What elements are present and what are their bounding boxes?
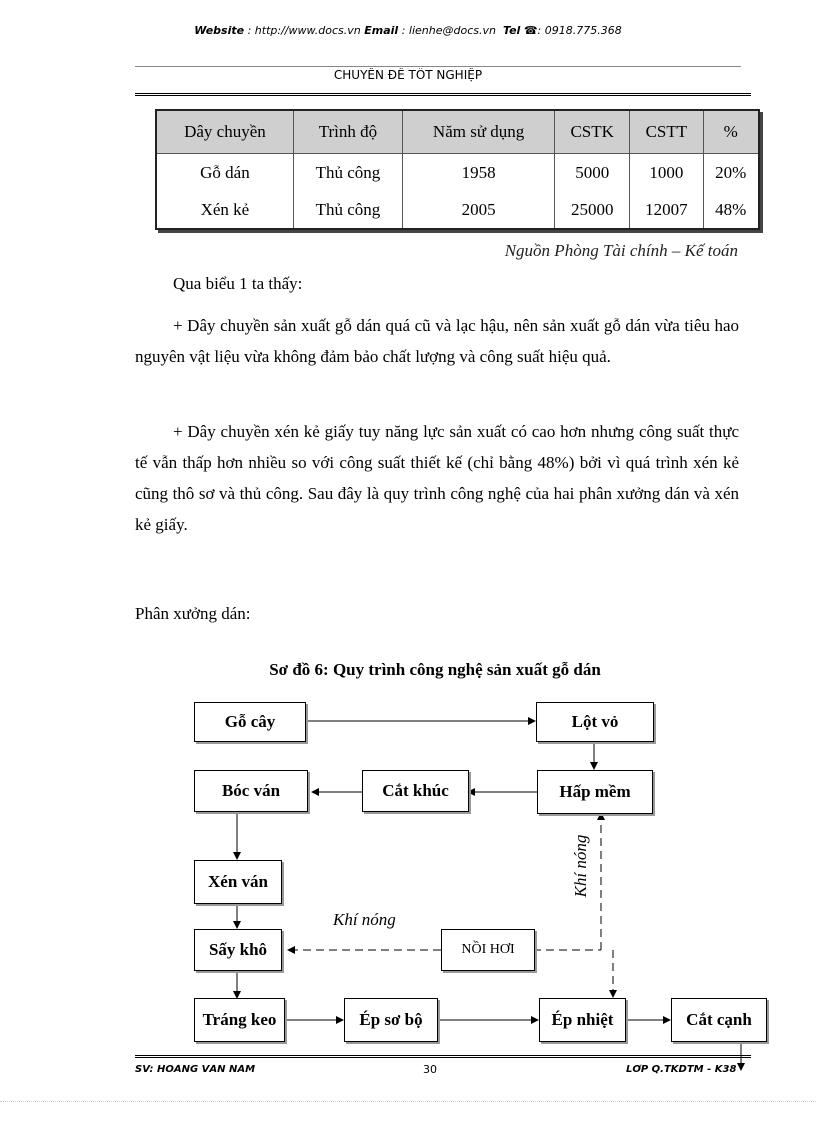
col-header: Trình độ bbox=[293, 110, 402, 154]
table-cell: Gỗ dán bbox=[156, 154, 293, 192]
table-cell: Xén kẻ bbox=[156, 191, 293, 229]
col-header: Năm sử dụng bbox=[403, 110, 555, 154]
page-bottom-border bbox=[0, 1101, 816, 1102]
node-boc-van: Bóc ván bbox=[194, 770, 308, 812]
footer-double-rule bbox=[135, 1055, 751, 1058]
email-value[interactable]: : lienhe@docs.vn bbox=[401, 24, 496, 37]
header-title: CHUYÊN ĐỀ TỐT NGHIỆP bbox=[333, 68, 483, 82]
intro-text: Qua biểu 1 ta thấy: bbox=[173, 274, 303, 293]
footer-author: SV: HOÀNG VĂN NĂM bbox=[135, 1064, 256, 1075]
node-xen-van: Xén ván bbox=[194, 860, 282, 904]
node-noi-hoi: NỒI HƠI bbox=[441, 929, 535, 971]
diagram-title-text: Quy trình công nghệ sản xuất gỗ dán bbox=[332, 660, 601, 679]
col-header: % bbox=[703, 110, 759, 154]
table-cell: 25000 bbox=[555, 191, 630, 229]
table-cell: 20% bbox=[703, 154, 759, 192]
table-source: Nguồn Phòng Tài chính – Kế toán bbox=[504, 241, 738, 260]
node-hap-mem: Hấp mềm bbox=[537, 770, 653, 814]
table-cell: 1000 bbox=[630, 154, 703, 192]
label-khi-nong-vertical: Khí nóng bbox=[571, 834, 590, 898]
node-lot-vo: Lột vỏ bbox=[536, 702, 654, 742]
paragraph-1: + Dây chuyền sản xuất gỗ dán quá cũ và lạc hậu, nên sản xuất gỗ dán vừa tiêu hao nguyên vật liệu vừa không đảm bảo chất lượng và công suất hiệu quả. bbox=[135, 316, 739, 366]
label-khi-nong-horizontal: Khí nóng bbox=[333, 910, 396, 929]
tel-label: Tel bbox=[502, 24, 521, 37]
website-url[interactable]: : http://www.docs.vn bbox=[247, 24, 361, 37]
col-header: CSTT bbox=[630, 110, 703, 154]
col-header: Dây chuyền bbox=[156, 110, 293, 154]
paragraph-2: + Dây chuyền xén kẻ giấy tuy năng lực sản xuất có cao hơn nhưng công suất thực tế vẫn thấp hơn nhiều so với công suất thiết kế (chỉ bằng 48%) bởi vì quá trình xén kẻ cũng thô sơ và thủ công. Sau đây là quy trình công nghệ của hai phân xưởng dán và xén kẻ giấy. bbox=[135, 422, 739, 534]
phone-icon: ☎ bbox=[523, 24, 538, 37]
table-cell: 1958 bbox=[403, 154, 555, 192]
node-cat-khuc: Cắt khúc bbox=[362, 770, 469, 812]
diagram-title-prefix: Sơ đồ 6: bbox=[269, 660, 329, 679]
node-go-cay: Gỗ cây bbox=[194, 702, 306, 742]
table-cell: 12007 bbox=[630, 191, 703, 229]
footer-class: LỚP Q.TKDTM - K38 bbox=[626, 1064, 737, 1075]
table-cell: Thủ công bbox=[293, 154, 402, 192]
section-heading: Phân xưởng dán: bbox=[135, 604, 251, 623]
table-cell: 5000 bbox=[555, 154, 630, 192]
table-cell: Thủ công bbox=[293, 191, 402, 229]
node-trang-keo: Tráng keo bbox=[194, 998, 285, 1042]
tel-value: : 0918.775.368 bbox=[537, 24, 622, 37]
table-cell: 48% bbox=[703, 191, 759, 229]
table-cell: 2005 bbox=[403, 191, 555, 229]
col-header: CSTK bbox=[555, 110, 630, 154]
node-say-kho: Sấy khô bbox=[194, 929, 282, 971]
node-ep-so-bo: Ép sơ bộ bbox=[344, 998, 438, 1042]
node-ep-nhiet: Ép nhiệt bbox=[539, 998, 626, 1042]
email-label: Email bbox=[364, 24, 399, 37]
node-cat-canh: Cắt cạnh bbox=[671, 998, 767, 1042]
website-label: Website bbox=[194, 24, 245, 37]
page-number: 30 bbox=[423, 1063, 437, 1076]
